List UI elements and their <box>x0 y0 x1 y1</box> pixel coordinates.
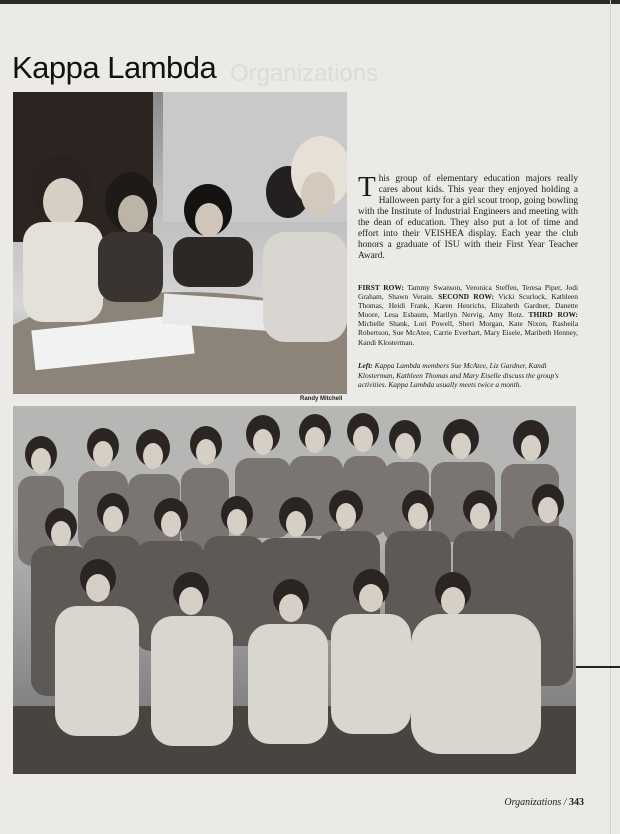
row-names-third: Michelle Shank, Lori Powell, Sheri Morgan, Kate Nixon, Rasheila Robertson, Sue McAtee, Carrie Everhart, Mary Eisele, Maribeth Henney, Kandi Klosterman. <box>358 319 578 347</box>
group-photo-illustration <box>13 406 576 774</box>
photo-caption <box>358 361 578 390</box>
meeting-photo <box>13 92 347 394</box>
page-number: 343 <box>569 797 584 808</box>
member-roster <box>358 283 578 347</box>
row-label-first: FIRST ROW: <box>358 283 404 292</box>
page-title: Kappa Lambda <box>12 50 217 85</box>
row-label-second: SECOND ROW: <box>438 292 494 302</box>
page-footer <box>504 797 584 808</box>
group-photo <box>13 406 576 774</box>
page-edge <box>610 0 611 834</box>
row-names-second: Vicki Scurlock, Kathleen Thomas, Heidi Frank, Karen Henrichs, Elizabeth Gardner, Danette Moore, Lesa Esbaum, Marilyn Nervig, Amy Rotz. <box>358 292 578 320</box>
top-rule <box>0 0 620 4</box>
footer-section: Organizations / <box>504 797 567 808</box>
caption-lead: Left: <box>358 361 373 370</box>
intro-text: his group of elementary education majors really cares about kids. This year they enjoyed holding a Halloween party for a girl scout troop, going bowling with the Institute of Industrial Engineers and meeting with the dean of education. They also put a lot of time and effort into their VEISHEA display. Each year the club honors a graduate of ISU with their First Year Teacher Award. <box>358 174 578 261</box>
photo-credit: Randy Mitchell <box>300 396 343 402</box>
row-label-third: THIRD ROW: <box>528 310 579 320</box>
row-names-first: Tammy Swanson, Veronica Steffen, Teresa Piper, Jodi Graham, Shawn Verain. <box>358 283 579 302</box>
bleed-through-text: Organizations <box>230 60 379 87</box>
caption-text: Kappa Lambda members Sue McAtee, Liz Gardner, Kandi Klosterman, Kathleen Thomas and Mary Eiselle discuss the group's activities. Kappa Lambda usually meets twice a month. <box>358 361 559 389</box>
drop-cap: T <box>358 171 376 203</box>
intro-paragraph <box>358 171 578 262</box>
meeting-photo-illustration <box>13 92 347 394</box>
page-edge-tick <box>576 666 620 668</box>
